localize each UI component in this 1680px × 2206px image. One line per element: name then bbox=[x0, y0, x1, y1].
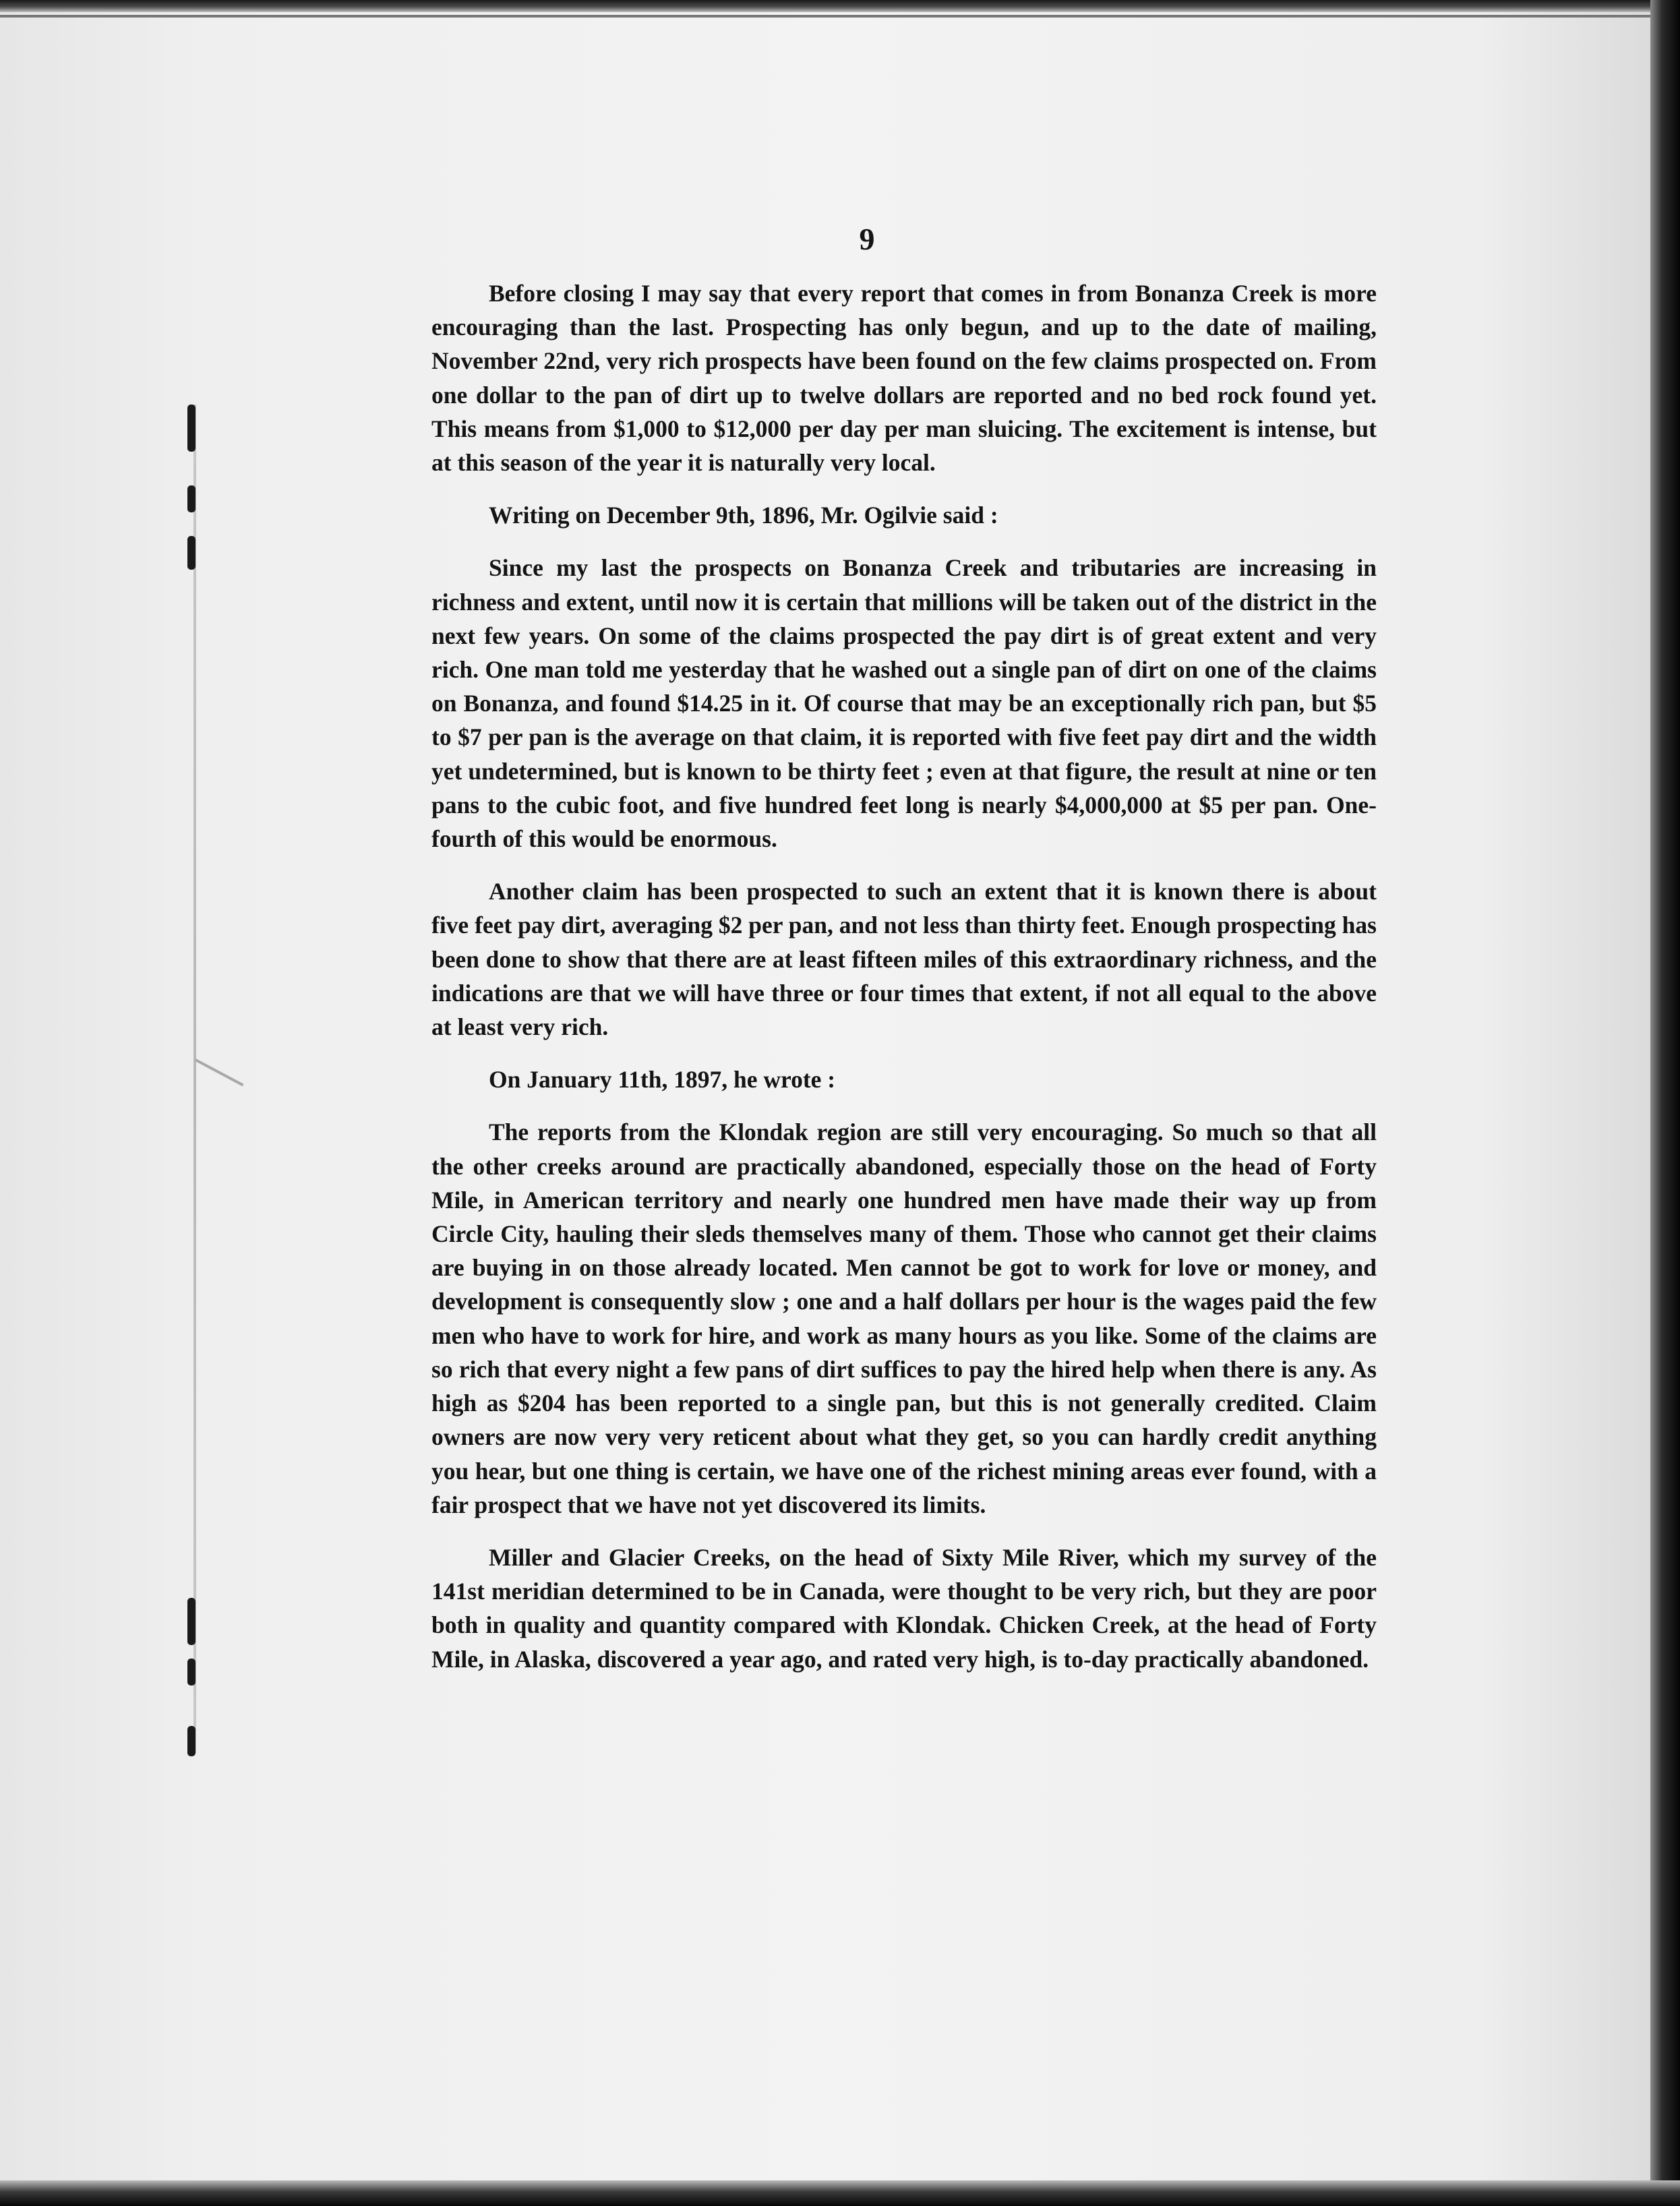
bottom-page-edge-shadow bbox=[0, 2180, 1680, 2206]
binding-stitch-mark bbox=[187, 485, 196, 512]
right-page-edge-shadow bbox=[1650, 0, 1680, 2206]
binding-stitch-mark bbox=[187, 1659, 196, 1686]
paragraph: Before closing I may say that every report that comes in from Bonanza Creek is more encouraging than the last. Prospecting has only begun, and up to the date of mailing, November 22nd, very rich prospects have been found on the few claims prospected on. From one dollar to the pan of dirt up to twelve dollars are reported and no bed rock found yet. This means from $1,000 to $12,000 per day per man sluicing. The excitement is intense, but at this season of the year it is naturally very local. bbox=[431, 280, 1377, 477]
paragraph: On January 11th, 1897, he wrote : bbox=[489, 1066, 836, 1094]
paragraph: Since my last the prospects on Bonanza Creek and tributaries are increasing in richness and extent, until now it is certain that millions will be taken out of the district in the next few years. On some of the claims prospected the pay dirt is of great extent and very rich. One man told me yesterday that he washed out a single pan of dirt on one of the claims on Bonanza, and found $14.25 in it. Of course that may be an exceptionally rich pan, but $5 to $7 per pan is the average on that claim, it is reported with five feet pay dirt and the width yet undetermined, but is known to be thirty feet ; even at that figure, the result at nine or ten pans to the cubic foot, and five hundred feet long is nearly $4,000,000 at $5 per pan. One-fourth of this would be enormous. bbox=[431, 554, 1377, 853]
page-number: 9 bbox=[859, 222, 875, 256]
binding-stitch-mark bbox=[187, 536, 196, 570]
binding-thread-mark bbox=[195, 1059, 244, 1086]
document-body bbox=[431, 276, 1377, 1676]
top-inner-rule bbox=[0, 15, 1652, 18]
top-edge-rule bbox=[0, 0, 1680, 12]
paragraph: Writing on December 9th, 1896, Mr. Ogilvie said : bbox=[489, 502, 998, 529]
binding-stitch-mark bbox=[187, 1726, 196, 1756]
binding-stitch-mark bbox=[187, 405, 196, 452]
paragraph: Another claim has been prospected to such an extent that it is known there is about five feet pay dirt, averaging $2 per pan, and not less than thirty feet. Enough prospecting has been done to show that there are at least fifteen miles of this extraordinary richness, and the indications are that we will have three or four times that extent, if not all equal to the above at least very rich. bbox=[431, 878, 1377, 1041]
binding-stitch-mark bbox=[187, 1598, 196, 1645]
binding-crease bbox=[193, 405, 196, 1753]
paragraph: The reports from the Klondak region are still very encouraging. So much so that all the other creeks around are practically abandoned, especially those on the head of Forty Mile, in American territory and nearly one hundred men have made their way up from Circle City, hauling their sleds themselves many of them. Those who cannot get their claims are buying in on those already located. Men cannot be got to work for love or money, and development is consequently slow ; one and a half dollars per hour is the wages paid the few men who have to work for hire, and work as many hours as you like. Some of the claims are so rich that every night a few pans of dirt suffices to pay the hired help when there is any. As high as $204 has been reported to a single pan, but this is not generally credited. Claim owners are now very very reticent about what they get, so you can hardly credit anything you hear, but one thing is certain, we have one of the richest mining areas ever found, with a fair prospect that we have not yet discovered its limits. bbox=[431, 1119, 1377, 1518]
paragraph: Miller and Glacier Creeks, on the head of Sixty Mile River, which my survey of the 141st meridian determined to be in Canada, were thought to be very rich, but they are poor both in quality and quantity compared with Klondak. Chicken Creek, at the head of Forty Mile, in Alaska, discovered a year ago, and rated very high, is to-day practically abandoned. bbox=[431, 1543, 1377, 1673]
